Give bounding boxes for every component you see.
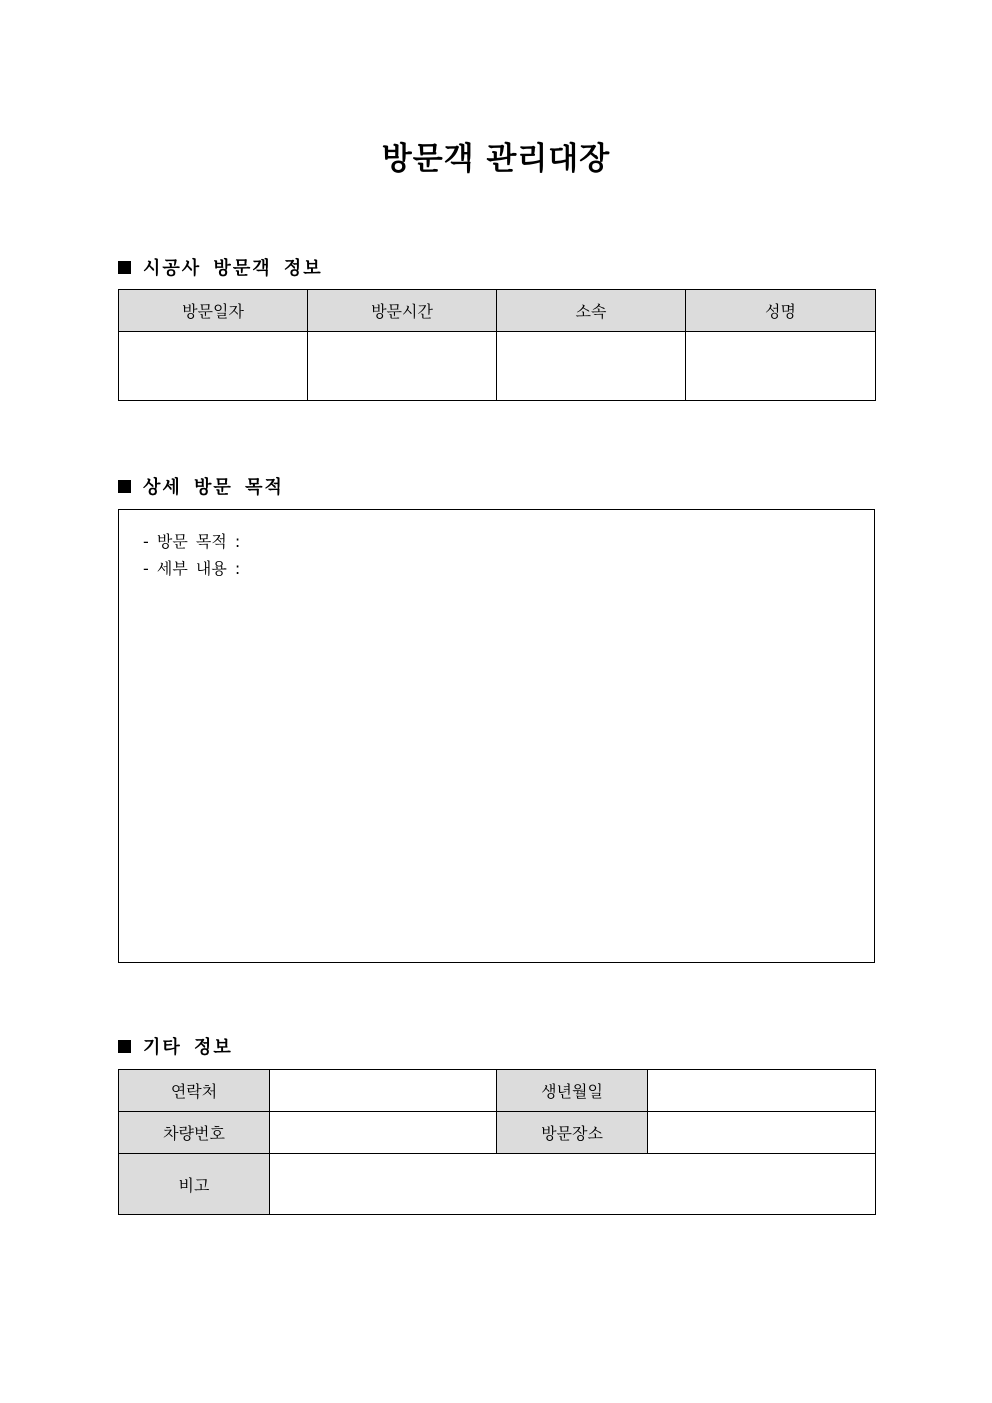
table-row [119, 1070, 876, 1112]
column-header-visit-date: 방문일자 [119, 290, 308, 332]
table-header-row [119, 290, 876, 332]
table-row [119, 1154, 876, 1215]
note-label: 비고 [119, 1154, 270, 1215]
detail-line: - 세부 내용 : [143, 559, 241, 578]
table-row [119, 1112, 876, 1154]
section-heading-purpose [118, 473, 284, 499]
column-header-name: 성명 [686, 290, 876, 332]
car-number-value-cell[interactable] [270, 1112, 497, 1154]
visitor-info-table [118, 289, 876, 401]
purpose-line: - 방문 목적 : [143, 532, 241, 551]
note-value-cell[interactable] [270, 1154, 876, 1215]
section-heading-text: 상세 방문 목적 [143, 477, 284, 498]
section-heading-text: 시공사 방문객 정보 [143, 258, 323, 279]
section-heading-text: 기타 정보 [143, 1037, 233, 1058]
etc-info-table [118, 1069, 876, 1215]
square-bullet-icon [118, 261, 131, 274]
column-header-visit-time: 방문시간 [308, 290, 497, 332]
visit-time-cell[interactable] [308, 332, 497, 401]
car-number-label: 차량번호 [119, 1112, 270, 1154]
birth-value-cell[interactable] [648, 1070, 876, 1112]
affiliation-cell[interactable] [497, 332, 686, 401]
table-row [119, 332, 876, 401]
page-title: 방문객 관리대장 [381, 141, 611, 177]
visit-date-cell[interactable] [119, 332, 308, 401]
purpose-box[interactable] [118, 509, 875, 963]
birth-label: 생년월일 [497, 1070, 648, 1112]
square-bullet-icon [118, 480, 131, 493]
name-cell[interactable] [686, 332, 876, 401]
square-bullet-icon [118, 1040, 131, 1053]
contact-label: 연락처 [119, 1070, 270, 1112]
visit-place-label: 방문장소 [497, 1112, 648, 1154]
section-heading-etc [118, 1033, 233, 1059]
column-header-affiliation: 소속 [497, 290, 686, 332]
contact-value-cell[interactable] [270, 1070, 497, 1112]
visit-place-value-cell[interactable] [648, 1112, 876, 1154]
section-heading-visitor [118, 254, 323, 280]
